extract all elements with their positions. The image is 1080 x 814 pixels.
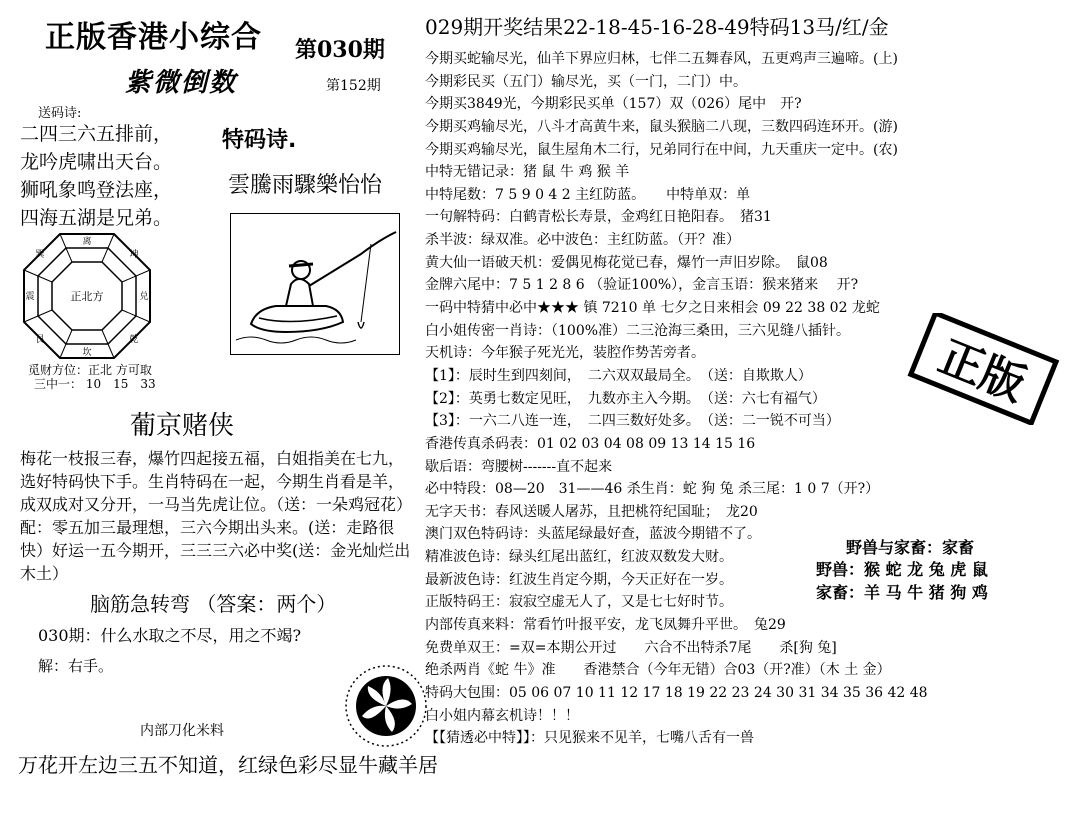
issue-number: 第030期 [295,37,385,63]
draw-result-header: 029期开奖结果22-18-45-16-28-49特码13马/红/金 [425,15,889,39]
tip-line: 【3】：一六二八连一连， 二四三数好处多。 （送：二一锐不可当） [425,413,840,430]
send-code-label: 送码诗: [38,106,82,121]
tip-line: 必中特段：08—20 31——46 杀生肖：蛇 狗 兔 杀三尾：1 0 7（开?） [425,481,880,498]
bagua-center: 正北方 [70,290,104,303]
tip-line: 今期买3849光，今期彩民买单（157）双（026）尾中 开? [425,96,802,113]
fisherman-illustration [230,213,400,355]
ziwei-heading: 紫微倒数 [125,68,238,98]
bagua-trigram: 震 [25,292,35,302]
tip-line: 内部传真来料：常看竹叶报平安，龙飞凤舞升平世。 兔29 [425,617,786,634]
bottom-verse: 万花开左边三五不知道，红绿色彩尽显牛藏羊居 [18,753,438,777]
tip-line: 精准波色诗：绿头红尾出蓝红，红波双数发大财。 [425,549,733,566]
tip-line: 【1】：辰时生到四刻间， 二六双双最局全。 （送：自欺欺人） [425,367,812,384]
tip-line: 最新波色诗：红波生肖定今期，今天正好在一岁。 [425,571,733,588]
bagua-trigram: 巽 [35,250,45,260]
tip-line: 今期买蛇输尽光，仙羊下界应归林，七伴二五舞春风，五更鸡声三遍啼。(上) [425,51,898,67]
tip-line: 绝杀两肖《蛇 牛》准 香港禁合（今年无错）合03（开?准）（木 土 金） [425,662,891,679]
send-code-poem [20,120,172,232]
tip-line: 特码大包围：05 06 07 10 11 12 17 18 19 22 23 24 30 31 34 35 36 42 48 [425,684,928,701]
tip-line: 白小姐内幕玄机诗！！！ [425,707,579,724]
pujing-paragraph: 梅花一枝报三春，爆竹四起接五福，白姐指美在七九，选好特码快下手。生肖特码在一起，今期生肖看是羊，成双成对又分开，一马当先虎让位。（送：一朵鸡冠花）配：零五加三最理想，三六今期出头来。(送：走路很快）好运一五今期开，三三三六必中奖(送：金光灿烂出木土） [20,449,413,583]
riddle-question: 030期：什么水取之不尽，用之不竭? [38,626,302,645]
bauhinia-emblem [340,660,432,752]
tip-line: 今期买鸡输尽光，八斗才高黄牛来，鼠头猴脑二八现，三数四码连环开。(游) [425,118,898,135]
poem-line: 龙吟虎啸出天台。 [20,151,173,173]
tip-line: 杀半波：绿双准。必中波色：主红防蓝。（开？准） [425,232,740,249]
stamp-text: 正版 [931,331,1033,412]
tip-line: 白小姐传密一肖诗：（100%准）二三沧海三桑田，三六见缝八插针。 [425,322,851,339]
tip-line: 天机诗：今年猴子死光光，装腔作势苦旁者。 [425,345,705,362]
bagua-trigram: 艮 [35,335,45,345]
tip-line: 香港传真杀码表：01 02 03 04 08 09 13 14 15 16 [425,435,756,452]
tip-line: 今期买鸡输尽光，鼠生屋角木二行，兄弟同行在中间，九天重庆一定中。(农) [425,141,898,158]
tip-line: 歇后语：弯腰树-------直不起来 [425,458,613,475]
tip-line: 【2】：英勇七数定见旺， 九数亦主入今期。 （送：六七有福气） [425,390,826,407]
bagua-trigram: 乾 [129,335,139,345]
bagua-trigram: 离 [82,237,92,247]
tip-line: 中特无错记录：猪 鼠 牛 鸡 猴 羊 [425,164,630,181]
poem-line: 四海五湖是兄弟。 [20,207,173,229]
wild-beasts: 野兽：猴 蛇 龙 兔 虎 鼠 [816,560,988,579]
internal-material-label: 内部刀化米料 [140,723,224,739]
pujing-heading: 葡京赌侠 [130,411,235,441]
tip-line: 澳门双色特码诗：头蓝尾绿最好查，蓝波今期错不了。 [425,526,761,543]
tip-line: 中特尾数：7 5 9 0 4 2 主红防蓝。 中特单双：单 [425,186,751,203]
poem-line: 狮吼象鸣登法座， [20,179,173,201]
tip-line: 无字天书：春风送暖人屠苏，且把桃符纪国耻； 龙20 [425,503,758,520]
tip-line: 【【猜透必中特】】：只见猴来不见羊，七嘴八舌有一兽 [425,730,754,747]
bagua-trigram: 坎 [82,348,92,358]
tema-poem-label: 特码诗. [222,128,297,153]
tema-poem: 雲騰雨驟樂怡怡 [228,173,383,198]
bagua-trigram: 坤 [129,250,139,260]
tip-line: 金牌六尾中：7 5 1 2 8 6 （验证100%），金言玉语：猴来猪来 开? [425,277,859,294]
domestic-animals: 家畜：羊 马 牛 猪 狗 鸡 [816,583,988,602]
beast-or-domestic: 野兽与家畜：家畜 [846,538,975,557]
bagua-trigram: 兑 [139,292,149,302]
riddle-heading: 脑筋急转弯 （答案：两个） [90,592,337,616]
paper-title: 正版香港小综合 [45,20,262,55]
tip-line: 正版特码王：寂寂空虚无人了，又是七七好时节。 [425,594,733,611]
tip-line: 今期彩民买（五门）输尽光，买（一门，二门）中。 [425,73,747,90]
tip-line: 免费单双王：=双=本期公开过 六合不出特杀7尾 杀[狗 兔] [425,639,837,656]
fortune-direction: 觅财方位：正北 方可取 [28,363,152,377]
poem-line: 二四三六五排前， [20,123,173,145]
bagua-chart [22,232,152,360]
tip-line: 一句解特码：白鹤青松长寿景，金鸡红日艳阳春。 猪31 [425,209,772,226]
tip-line: 一码中特猜中必中★★★ 镇 7210 单 七夕之日来相会 09 22 38 02 龙蛇 [425,300,880,317]
riddle-answer: 解：右手。 [38,657,114,675]
issue-number-alt: 第152期 [326,78,381,94]
tips-list [425,48,928,750]
three-pick-one: 三中一： 10 15 33 [34,377,156,391]
tip-line: 黄大仙一语破天机：爱偶见梅花觉已春，爆竹一声旧岁除。 鼠08 [425,254,828,271]
